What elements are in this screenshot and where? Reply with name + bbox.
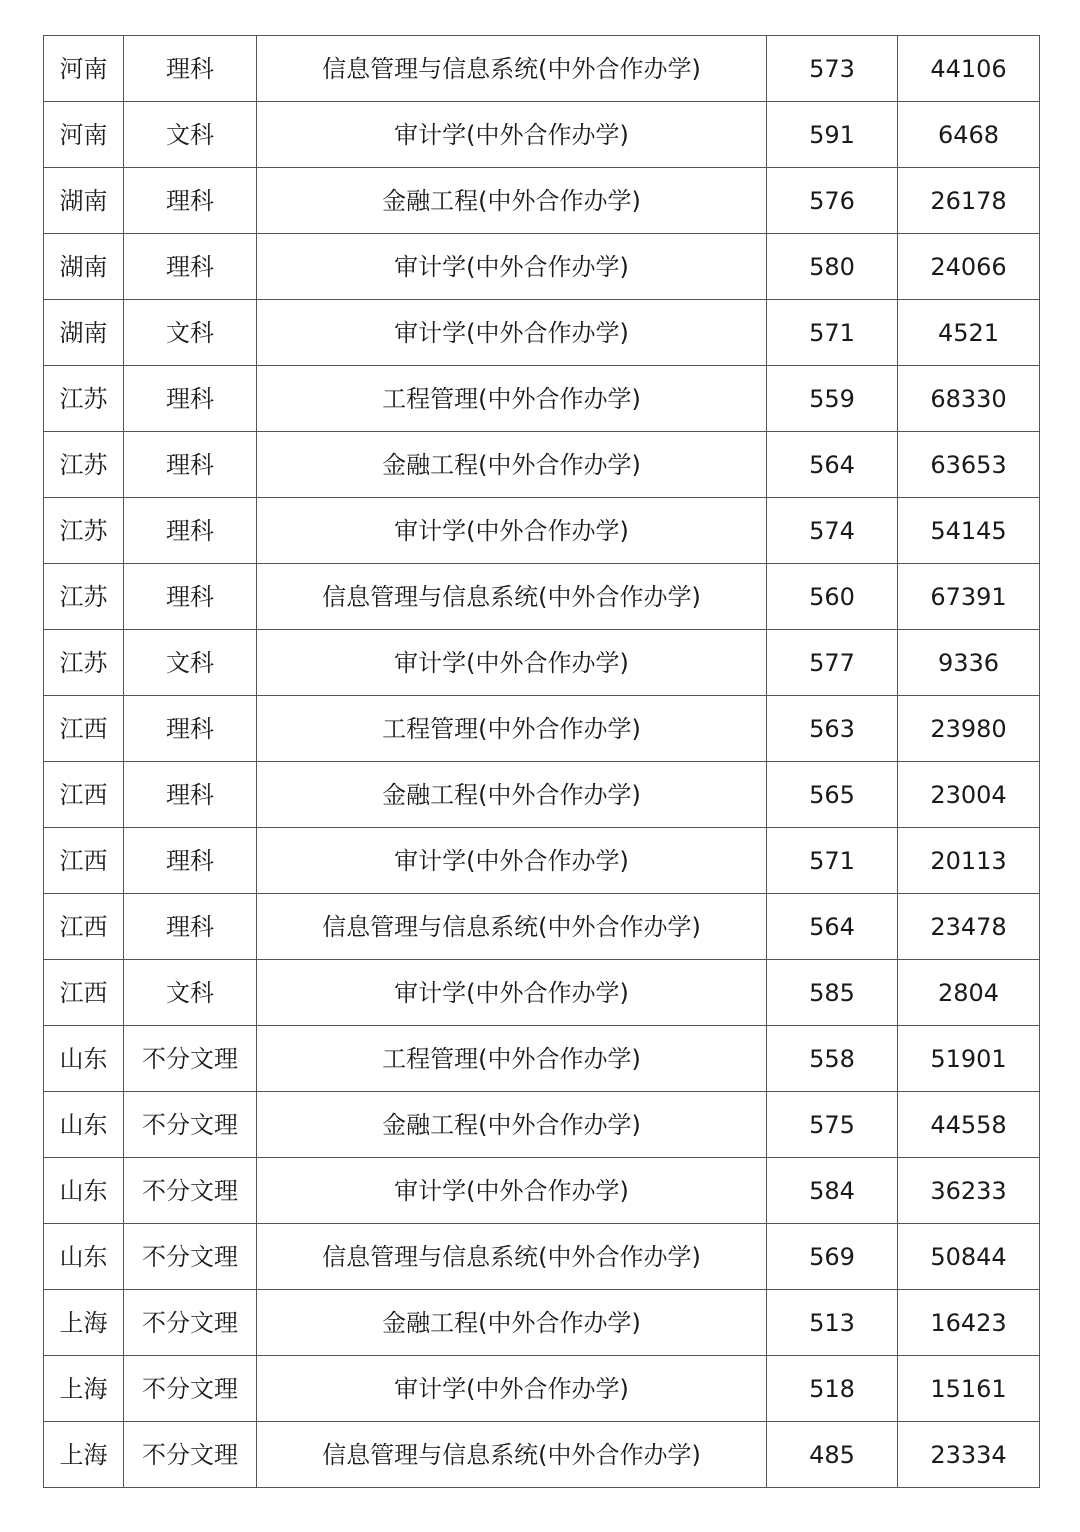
major-cell: 审计学(中外合作办学) bbox=[257, 828, 767, 894]
score-cell: 563 bbox=[767, 696, 898, 762]
province-cell: 江苏 bbox=[44, 366, 124, 432]
score-cell: 485 bbox=[767, 1422, 898, 1488]
table-row bbox=[44, 564, 1040, 630]
province-cell: 江苏 bbox=[44, 564, 124, 630]
major-cell: 审计学(中外合作办学) bbox=[257, 102, 767, 168]
table-row bbox=[44, 300, 1040, 366]
category-cell: 理科 bbox=[124, 234, 257, 300]
score-cell: 565 bbox=[767, 762, 898, 828]
score-cell: 584 bbox=[767, 1158, 898, 1224]
score-cell: 573 bbox=[767, 36, 898, 102]
table-row bbox=[44, 960, 1040, 1026]
category-cell: 不分文理 bbox=[124, 1422, 257, 1488]
province-cell: 上海 bbox=[44, 1422, 124, 1488]
rank-cell: 15161 bbox=[898, 1356, 1040, 1422]
category-cell: 理科 bbox=[124, 168, 257, 234]
category-cell: 理科 bbox=[124, 828, 257, 894]
table-row bbox=[44, 366, 1040, 432]
province-cell: 江西 bbox=[44, 960, 124, 1026]
table-row bbox=[44, 894, 1040, 960]
category-cell: 不分文理 bbox=[124, 1356, 257, 1422]
province-cell: 江西 bbox=[44, 762, 124, 828]
category-cell: 不分文理 bbox=[124, 1158, 257, 1224]
rank-cell: 44558 bbox=[898, 1092, 1040, 1158]
major-cell: 审计学(中外合作办学) bbox=[257, 234, 767, 300]
major-cell: 信息管理与信息系统(中外合作办学) bbox=[257, 1422, 767, 1488]
table-body bbox=[44, 36, 1040, 1488]
table-row bbox=[44, 168, 1040, 234]
rank-cell: 23478 bbox=[898, 894, 1040, 960]
category-cell: 理科 bbox=[124, 762, 257, 828]
category-cell: 文科 bbox=[124, 300, 257, 366]
score-cell: 559 bbox=[767, 366, 898, 432]
rank-cell: 24066 bbox=[898, 234, 1040, 300]
category-cell: 理科 bbox=[124, 366, 257, 432]
province-cell: 湖南 bbox=[44, 168, 124, 234]
major-cell: 信息管理与信息系统(中外合作办学) bbox=[257, 36, 767, 102]
score-cell: 564 bbox=[767, 894, 898, 960]
score-cell: 513 bbox=[767, 1290, 898, 1356]
category-cell: 文科 bbox=[124, 630, 257, 696]
major-cell: 信息管理与信息系统(中外合作办学) bbox=[257, 564, 767, 630]
score-cell: 569 bbox=[767, 1224, 898, 1290]
rank-cell: 50844 bbox=[898, 1224, 1040, 1290]
score-cell: 518 bbox=[767, 1356, 898, 1422]
province-cell: 江西 bbox=[44, 894, 124, 960]
rank-cell: 23004 bbox=[898, 762, 1040, 828]
category-cell: 理科 bbox=[124, 498, 257, 564]
rank-cell: 68330 bbox=[898, 366, 1040, 432]
major-cell: 工程管理(中外合作办学) bbox=[257, 696, 767, 762]
rank-cell: 26178 bbox=[898, 168, 1040, 234]
major-cell: 信息管理与信息系统(中外合作办学) bbox=[257, 1224, 767, 1290]
category-cell: 文科 bbox=[124, 960, 257, 1026]
category-cell: 不分文理 bbox=[124, 1026, 257, 1092]
score-table-container bbox=[43, 35, 1039, 1488]
major-cell: 审计学(中外合作办学) bbox=[257, 498, 767, 564]
score-cell: 574 bbox=[767, 498, 898, 564]
province-cell: 江苏 bbox=[44, 630, 124, 696]
major-cell: 审计学(中外合作办学) bbox=[257, 1158, 767, 1224]
table-row bbox=[44, 36, 1040, 102]
score-cell: 560 bbox=[767, 564, 898, 630]
rank-cell: 4521 bbox=[898, 300, 1040, 366]
score-cell: 558 bbox=[767, 1026, 898, 1092]
province-cell: 上海 bbox=[44, 1290, 124, 1356]
table-row bbox=[44, 1356, 1040, 1422]
score-cell: 564 bbox=[767, 432, 898, 498]
table-row bbox=[44, 762, 1040, 828]
category-cell: 理科 bbox=[124, 432, 257, 498]
score-cell: 577 bbox=[767, 630, 898, 696]
score-cell: 571 bbox=[767, 300, 898, 366]
province-cell: 河南 bbox=[44, 102, 124, 168]
province-cell: 湖南 bbox=[44, 300, 124, 366]
category-cell: 不分文理 bbox=[124, 1290, 257, 1356]
rank-cell: 44106 bbox=[898, 36, 1040, 102]
table-row bbox=[44, 498, 1040, 564]
rank-cell: 6468 bbox=[898, 102, 1040, 168]
major-cell: 金融工程(中外合作办学) bbox=[257, 762, 767, 828]
major-cell: 审计学(中外合作办学) bbox=[257, 960, 767, 1026]
score-cell: 575 bbox=[767, 1092, 898, 1158]
province-cell: 山东 bbox=[44, 1026, 124, 1092]
major-cell: 金融工程(中外合作办学) bbox=[257, 1290, 767, 1356]
major-cell: 信息管理与信息系统(中外合作办学) bbox=[257, 894, 767, 960]
rank-cell: 23334 bbox=[898, 1422, 1040, 1488]
admission-score-table bbox=[43, 35, 1040, 1488]
rank-cell: 36233 bbox=[898, 1158, 1040, 1224]
major-cell: 金融工程(中外合作办学) bbox=[257, 432, 767, 498]
table-row bbox=[44, 234, 1040, 300]
category-cell: 理科 bbox=[124, 894, 257, 960]
table-row bbox=[44, 1026, 1040, 1092]
province-cell: 江苏 bbox=[44, 498, 124, 564]
table-row bbox=[44, 1422, 1040, 1488]
major-cell: 工程管理(中外合作办学) bbox=[257, 1026, 767, 1092]
rank-cell: 54145 bbox=[898, 498, 1040, 564]
score-cell: 571 bbox=[767, 828, 898, 894]
table-row bbox=[44, 1224, 1040, 1290]
province-cell: 山东 bbox=[44, 1158, 124, 1224]
table-row bbox=[44, 630, 1040, 696]
rank-cell: 51901 bbox=[898, 1026, 1040, 1092]
category-cell: 不分文理 bbox=[124, 1224, 257, 1290]
score-cell: 580 bbox=[767, 234, 898, 300]
table-row bbox=[44, 1290, 1040, 1356]
table-row bbox=[44, 696, 1040, 762]
table-row bbox=[44, 102, 1040, 168]
province-cell: 河南 bbox=[44, 36, 124, 102]
score-cell: 576 bbox=[767, 168, 898, 234]
major-cell: 审计学(中外合作办学) bbox=[257, 630, 767, 696]
major-cell: 金融工程(中外合作办学) bbox=[257, 1092, 767, 1158]
category-cell: 不分文理 bbox=[124, 1092, 257, 1158]
major-cell: 金融工程(中外合作办学) bbox=[257, 168, 767, 234]
table-row bbox=[44, 432, 1040, 498]
province-cell: 江苏 bbox=[44, 432, 124, 498]
province-cell: 上海 bbox=[44, 1356, 124, 1422]
rank-cell: 9336 bbox=[898, 630, 1040, 696]
province-cell: 江西 bbox=[44, 828, 124, 894]
province-cell: 江西 bbox=[44, 696, 124, 762]
rank-cell: 16423 bbox=[898, 1290, 1040, 1356]
major-cell: 审计学(中外合作办学) bbox=[257, 1356, 767, 1422]
rank-cell: 67391 bbox=[898, 564, 1040, 630]
major-cell: 审计学(中外合作办学) bbox=[257, 300, 767, 366]
rank-cell: 23980 bbox=[898, 696, 1040, 762]
table-row bbox=[44, 828, 1040, 894]
category-cell: 理科 bbox=[124, 564, 257, 630]
province-cell: 湖南 bbox=[44, 234, 124, 300]
province-cell: 山东 bbox=[44, 1092, 124, 1158]
table-row bbox=[44, 1092, 1040, 1158]
category-cell: 理科 bbox=[124, 36, 257, 102]
rank-cell: 63653 bbox=[898, 432, 1040, 498]
score-cell: 585 bbox=[767, 960, 898, 1026]
score-cell: 591 bbox=[767, 102, 898, 168]
category-cell: 文科 bbox=[124, 102, 257, 168]
table-row bbox=[44, 1158, 1040, 1224]
rank-cell: 2804 bbox=[898, 960, 1040, 1026]
rank-cell: 20113 bbox=[898, 828, 1040, 894]
major-cell: 工程管理(中外合作办学) bbox=[257, 366, 767, 432]
province-cell: 山东 bbox=[44, 1224, 124, 1290]
category-cell: 理科 bbox=[124, 696, 257, 762]
